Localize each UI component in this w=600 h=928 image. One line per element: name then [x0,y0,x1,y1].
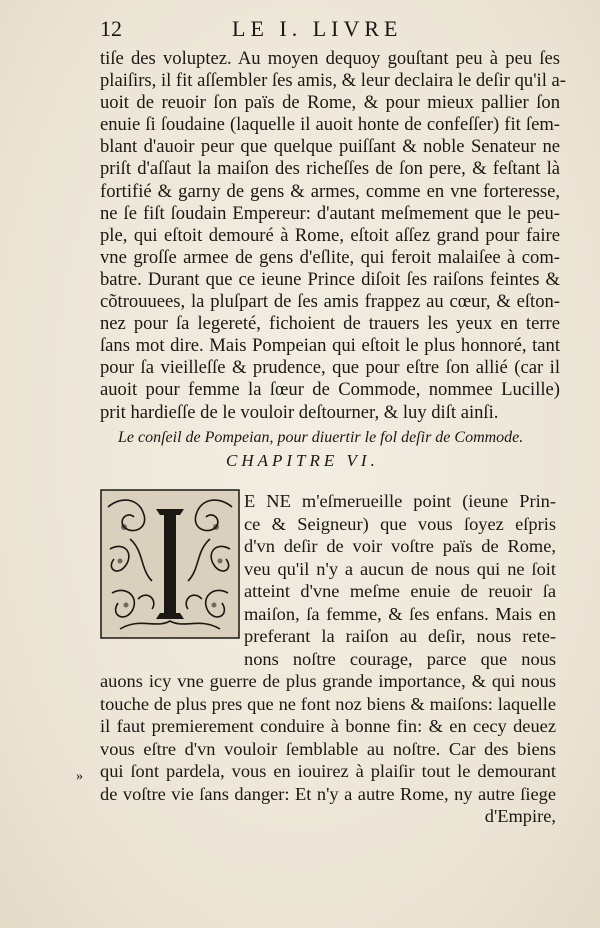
text-line: d'vn deſir de voir voſtre païs de Rome, [244,536,556,556]
text-line: prit hardieſſe de le vouloir deſtourner, & luy diſt ainſi. [100,401,499,423]
text-line: blant d'auoir peur que quelque puiſſant & noble Senateur ne [100,136,560,158]
text-line: il faut premierement conduire à bonne fin: & en cecy deuez [100,716,556,736]
text-line: maiſon, ſa femme, & ſes enfans. Mais en [244,603,556,624]
text-line: auons icy vne guerre de plus grande importance, & qui nous [100,671,556,691]
ornate-foliage-initial-icon [100,489,240,639]
page-number: 12 [100,16,122,41]
text-line: fortifié & garny de gens & armes, comme en vne forteresse, [100,180,560,202]
text-line: qui ſont pardela, vous en iouirez à plaiſir tout le demourant [100,761,556,781]
body-text-top [100,48,566,424]
text-line: veu qu'il n'y a aucun de nous qui ne ſoit [244,558,556,579]
text-line: batre. Durant que ce ieune Prince diſoit ſes raiſons feintes & [100,268,560,290]
text-line: tiſe des voluptez. Au moyen dequoy gouſtant peu à peu ſes [100,48,560,69]
text-line: pour ſa vieilleſſe & prudence, que pour eſtre ſon allié (car il [100,357,560,379]
text-line: atteint d'vne meſme enuie de reuoir ſa [244,581,556,601]
chapter-title: CHAPITRE VI. [226,451,379,470]
text-line: priſt d'aſſaut la maiſon des richeſſes de ſon pere, & feſtant là [100,158,560,180]
text-line: ne ſe fiſt ſoudain Empereur: d'autant meſmement que le peu- [100,202,560,224]
drop-cap-initial [100,489,240,639]
margin-quote-mark: » [76,769,83,784]
text-line: E NE m'eſmerueille point (ieune Prin- [244,491,556,511]
catchword: d'Empire, [484,806,556,826]
text-line: ple, qui eſtoit demouré à Rome, eſtoit aſſez grand pour faire [100,224,560,246]
text-line: nez pour ſa legereté, fichoient de trauers les yeux en terre [100,313,560,335]
text-line: vous eſtre d'vn vouloir ſemblable au noſtre. Car des biens [100,738,556,759]
chapter-caption: Le conſeil de Pompeian, pour diuertir le fol deſir de Commode. [118,429,524,446]
text-line: cõtrouuees, la pluſpart de ſes amis frappez au cœur, & eſton- [100,291,560,313]
page-header [100,16,560,46]
text-line: preferant la raiſon au deſir, nous rete- [244,626,556,646]
running-head: LE I. LIVRE [232,16,403,41]
text-line: vne groſſe armee de gens d'eſlite, qui feroit malaiſee à com- [100,246,560,268]
text-line: enuie ſi ſoudaine (laquelle il auoit honte de confeſſer) fit ſem- [100,114,560,136]
text-line: nons noſtre courage, parce que nous [244,648,556,669]
text-line: ce & Seigneur) que vous ſoyez eſpris [244,513,556,534]
text-line: auoit pour femme la ſœur de Commode, nommee Lucille) [100,379,560,401]
text-line: touche de plus pres que ne font noz biens & maiſons: laquelle [100,693,556,714]
text-line: uoit de reuoir ſon païs de Rome, & pour mieux pallier ſon [100,92,560,114]
text-line: de voſtre vie ſans danger: Et n'y a autre Rome, ny autre ſiege [100,783,556,804]
text-line: plaiſirs, il fit aſſembler ſes amis, & leur declaira le deſir qu'il a- [100,70,566,92]
text-line: ſans mot dire. Mais Pompeian qui eſtoit le plus honnoré, tant [100,335,560,357]
